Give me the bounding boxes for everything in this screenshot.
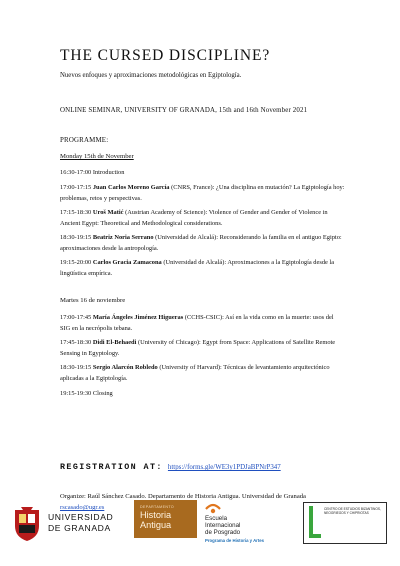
page-subtitle: Nuevos enfoques y aproximaciones metodológicas en Egiptología. bbox=[60, 72, 242, 79]
programme-item bbox=[60, 313, 345, 334]
ugr-line2: DE GRANADA bbox=[48, 523, 111, 533]
ha-department-label: DEPARTAMENTO bbox=[140, 505, 175, 509]
ugr-crest-icon bbox=[12, 506, 42, 542]
item-text: (CNRS, France): ¿Una disciplina en mutación? La Egiptología hoy: problemas, retos y perspectivas. bbox=[60, 184, 345, 202]
day2-heading: Martes 16 de noviembre bbox=[60, 297, 126, 304]
escuela-mark-icon bbox=[205, 503, 221, 515]
item-text: (University of Harvard): Técnicas de levantamiento arquitectónico aplicadas a la Egiptología. bbox=[60, 364, 330, 382]
ei-line2: Internacional bbox=[205, 522, 241, 530]
item-text: (Universidad de Alcalá): Aproximaciones a la Egiptología desde la lingüística empírica. bbox=[60, 259, 335, 277]
organizer-text: Organize: Raúl Sánchez Casado. Departamento de Historia Antigua. Universidad de Granada bbox=[60, 493, 306, 500]
bizantinos-logo bbox=[303, 502, 387, 544]
ha-name bbox=[140, 510, 171, 531]
item-speaker: Sergio Alarcón Robledo bbox=[92, 364, 158, 371]
item-time: 17:00-17:15 bbox=[60, 184, 92, 191]
programme-item bbox=[60, 233, 345, 254]
registration-label: REGISTRATION AT: bbox=[60, 462, 163, 472]
historia-antigua-logo bbox=[134, 500, 197, 538]
item-text: (Austrian Academy of Science): Violence of Gender and Gender of Violence in Ancient Egypt: Theoretical and Methodological considerations. bbox=[60, 209, 328, 227]
programme-item bbox=[60, 183, 345, 204]
item-time: 19:15-20:00 bbox=[60, 259, 92, 266]
day1-heading: Monday 15th de November bbox=[60, 153, 134, 160]
organizer-email-link[interactable]: rscasado@ugr.es bbox=[60, 504, 105, 511]
item-text: (University of Chicago): Egypt from Space: Applications of Satellite Remote Sensing in Egyptology. bbox=[60, 339, 336, 357]
item-time: 18:30-19:15 bbox=[60, 234, 92, 241]
ugr-line1: UNIVERSIDAD bbox=[48, 512, 114, 522]
programme-item bbox=[60, 363, 345, 384]
cb-mark-icon bbox=[306, 504, 322, 542]
item-time: 18:30-19:15 bbox=[60, 364, 92, 371]
programme-item bbox=[60, 389, 345, 400]
ugr-logo bbox=[12, 506, 124, 542]
ei-line1: Escuela bbox=[205, 515, 228, 522]
item-speaker: Juan Carlos Moreno García bbox=[92, 184, 170, 191]
registration-line bbox=[60, 462, 281, 472]
ei-line3: de Posgrado bbox=[205, 529, 241, 537]
ei-name bbox=[205, 515, 240, 537]
ha-line1: Historia bbox=[140, 510, 172, 520]
ei-programme: Programa de Historia y Artes bbox=[205, 538, 265, 543]
programme-heading: PROGRAMME: bbox=[60, 137, 109, 144]
page-title: THE CURSED DISCIPLINE? bbox=[60, 47, 271, 64]
item-time: 19:15-19:30 Closing bbox=[60, 390, 113, 397]
cb-name: CENTRO DE ESTUDIOS BIZANTINOS, NEOGRIEGOS Y CHIPRIOTAS bbox=[324, 507, 381, 516]
programme-item bbox=[60, 258, 345, 279]
item-speaker: Uroš Matić bbox=[92, 209, 124, 216]
item-time: 16:30-17:00 Introduction bbox=[60, 169, 125, 176]
item-speaker: Carlos Gracia Zamacona bbox=[92, 259, 162, 266]
item-time: 17:15-18:30 bbox=[60, 209, 92, 216]
item-time: 17:45-18:30 bbox=[60, 339, 92, 346]
programme-item bbox=[60, 168, 345, 179]
ugr-name bbox=[48, 512, 113, 534]
item-speaker: Didi El-Behaedi bbox=[92, 339, 137, 346]
seminar-info: ONLINE SEMINAR, UNIVERSITY OF GRANADA, 15th and 16th November 2021 bbox=[60, 107, 308, 114]
escuela-posgrado-logo bbox=[205, 503, 295, 545]
logos-row bbox=[0, 500, 400, 566]
item-speaker: Beatriz Noria Serrano bbox=[92, 234, 154, 241]
programme-item bbox=[60, 338, 345, 359]
programme-item bbox=[60, 208, 345, 229]
ha-line2: Antigua bbox=[140, 520, 172, 531]
item-speaker: María Ángeles Jiménez Higueras bbox=[92, 314, 184, 321]
item-text: (Universidad de Alcalá): Reconsiderando la familia en el antiguo Egipto: aproximaciones desde la antropología. bbox=[60, 234, 342, 252]
registration-link[interactable]: https://forms.gle/WE3y1PDJaBPNrP347 bbox=[167, 464, 281, 471]
item-time: 17:00-17:45 bbox=[60, 314, 92, 321]
item-text: (CCHS-CSIC): Así en la vida como en la muerte: usos del SIG en la necrópolis tebana. bbox=[60, 314, 334, 332]
